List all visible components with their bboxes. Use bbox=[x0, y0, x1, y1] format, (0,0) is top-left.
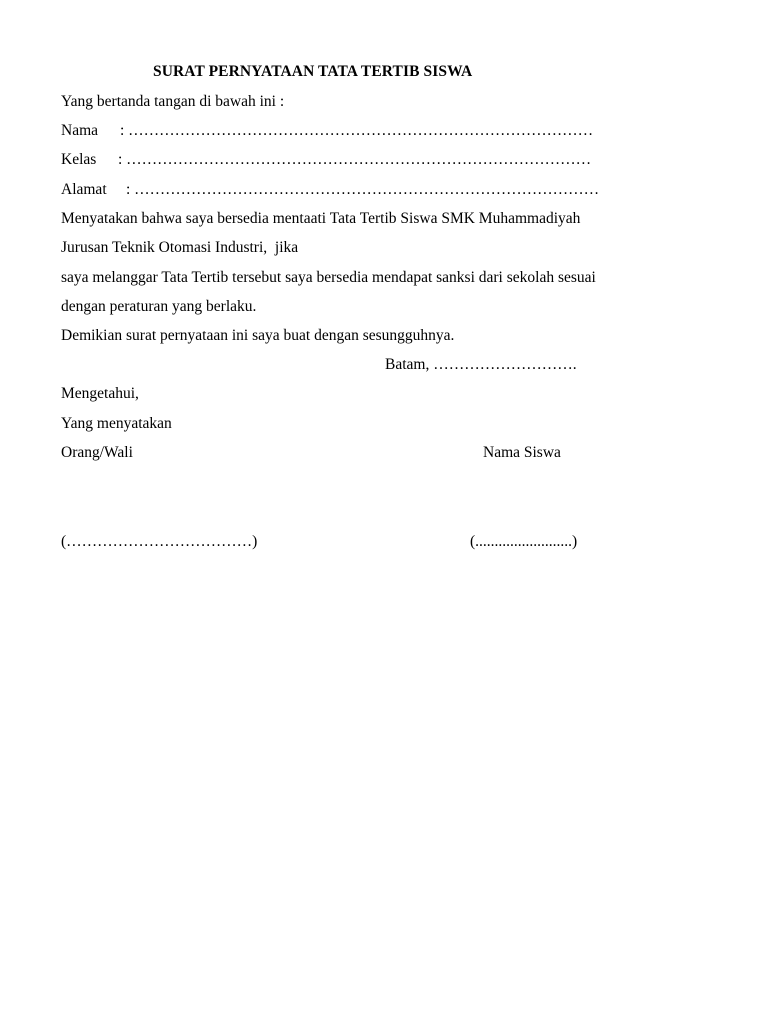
signature-label-guardian: Orang/Wali bbox=[61, 444, 133, 461]
closing-text: Demikian surat pernyataan ini saya buat dengan sesungguhnya. bbox=[61, 327, 455, 344]
acknowledged-text: Mengetahui, bbox=[61, 385, 139, 402]
paragraph-line-2: Jurusan Teknik Otomasi Industri, jika bbox=[61, 239, 299, 256]
field-label-alamat: Alamat bbox=[61, 181, 107, 198]
document-title: SURAT PERNYATAAN TATA TERTIB SISWA bbox=[153, 63, 473, 80]
field-label-nama: Nama bbox=[61, 122, 99, 139]
place-date: Batam, ………………………. bbox=[385, 356, 577, 373]
signature-blank-guardian: (………………………………) bbox=[61, 533, 258, 550]
field-value-kelas: : ……………………………………………………………………………… bbox=[118, 151, 592, 168]
declarant-text: Yang menyatakan bbox=[61, 415, 172, 432]
intro-text: Yang bertanda tangan di bawah ini : bbox=[61, 93, 285, 110]
field-value-alamat: : ……………………………………………………………………………… bbox=[126, 181, 600, 198]
field-label-kelas: Kelas bbox=[61, 151, 97, 168]
paragraph-line-4: dengan peraturan yang berlaku. bbox=[61, 298, 257, 315]
paragraph-line-3: saya melanggar Tata Tertib tersebut saya bersedia mendapat sanksi dari sekolah sesuai bbox=[61, 269, 596, 286]
signature-blank-student: (.........................) bbox=[470, 533, 578, 550]
signature-label-student: Nama Siswa bbox=[483, 444, 561, 461]
field-value-nama: : ……………………………………………………………………………… bbox=[120, 122, 594, 139]
paragraph-line-1: Menyatakan bahwa saya bersedia mentaati Tata Tertib Siswa SMK Muhammadiyah bbox=[61, 210, 581, 227]
